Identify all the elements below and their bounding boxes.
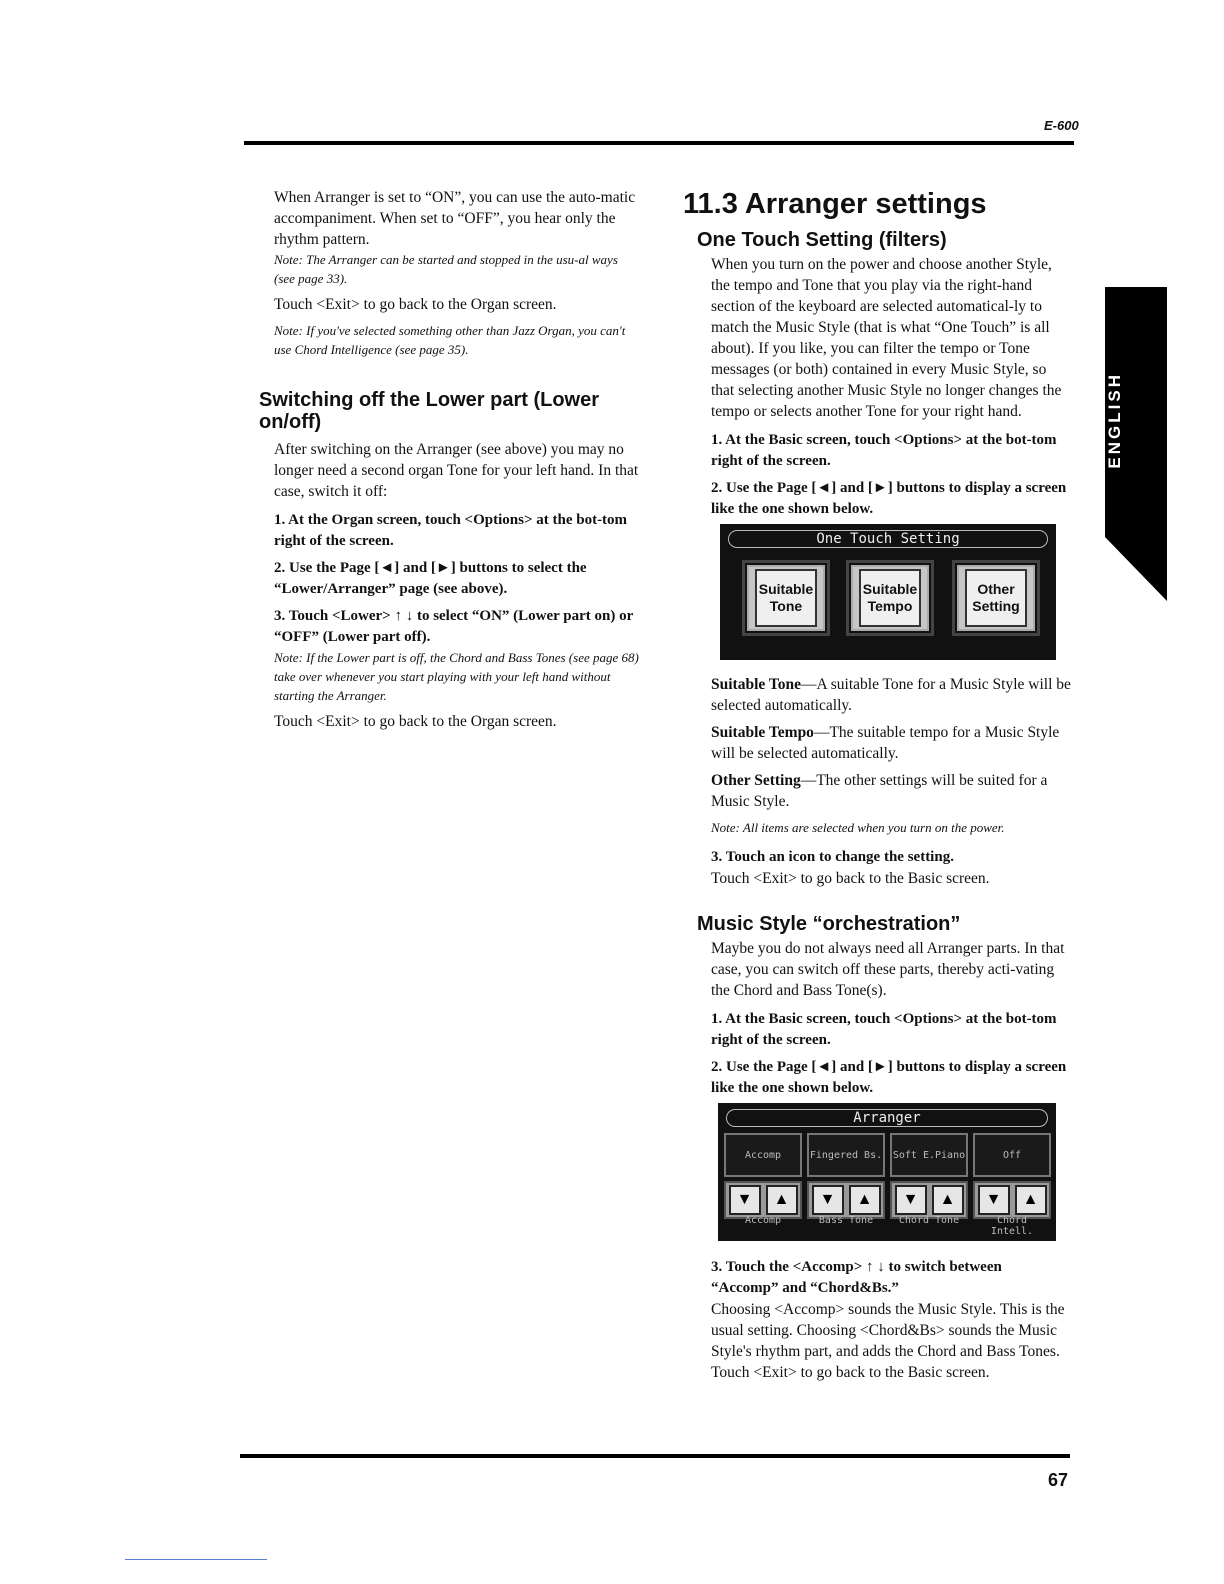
paragraph: Touch <Exit> to go back to the Basic screen. (711, 870, 990, 887)
paragraph: Touch <Exit> to go back to the Organ screen. (274, 713, 557, 730)
subsection-heading: Music Style “orchestration” (697, 913, 961, 935)
up-arrow-icon[interactable]: ▲ (932, 1185, 964, 1215)
accomp-value: Accomp (724, 1133, 802, 1177)
chord-intell-control (973, 1133, 1051, 1219)
down-arrow-icon[interactable]: ▼ (895, 1185, 927, 1215)
divider-line (125, 1559, 267, 1560)
model-name: E-600 (1044, 118, 1079, 133)
paragraph: Choosing <Accomp> sounds the Music Style. This is the usual setting. Choosing <Chord&Bs> sounds the Music Style's rhythm part, and adds the Chord and Bass Tones. (711, 1301, 1065, 1360)
arranger-screen (718, 1103, 1056, 1241)
step: 2. Use the Page [◄] and [►] buttons to display a screen like the one shown below. (711, 480, 1067, 517)
right-column (683, 187, 1073, 1383)
one-touch-screen (720, 524, 1056, 660)
suitable-tone-button[interactable]: Suitable Tone (742, 560, 830, 636)
definition: Other Setting—The other settings will be suited for a Music Style. (711, 772, 1048, 810)
up-arrow-icon[interactable]: ▲ (1015, 1185, 1047, 1215)
paragraph: Maybe you do not always need all Arranger parts. In that case, you can switch off these parts, thereby acti-vating the Chord and Bass Tone(s). (711, 940, 1065, 999)
paragraph: Touch <Exit> to go back to the Basic screen. (711, 1364, 990, 1381)
paragraph: When you turn on the power and choose another Style, the tempo and Tone that you play via the right-hand section of the keyboard are selected automatical-ly to match the Music Style (that is what “One Touch” is all about). If you like, you can filter the tempo or Tone messages (or both) contained in every Music Style, so that selecting another Music Style no longer changes the tempo or selects another Tone for your right hand. (711, 256, 1062, 420)
step: 3. Touch an icon to change the setting. (711, 849, 954, 865)
note: Note: All items are selected when you turn on the power. (711, 820, 1005, 835)
footer-rule (240, 1454, 1070, 1458)
note: Note: If you've selected something other than Jazz Organ, you can't use Chord Intelligence (see page 35). (274, 323, 626, 357)
definition: Suitable Tempo—The suitable tempo for a Music Style will be selected automatically. (711, 724, 1060, 762)
section-heading: Switching off the Lower part (Lower on/off) (259, 389, 599, 433)
language-label: ENGLISH (1105, 372, 1124, 469)
other-setting-button[interactable]: Other Setting (952, 560, 1040, 636)
down-arrow-icon[interactable]: ▼ (729, 1185, 761, 1215)
section-title: 11.3 Arranger settings (683, 188, 987, 220)
step: 2. Use the Page [◄] and [►] buttons to display a screen like the one shown below. (711, 1059, 1067, 1096)
language-tab (1105, 287, 1167, 537)
step: 1. At the Organ screen, touch <Options> at the bot-tom right of the screen. (274, 512, 628, 549)
step: 3. Touch the <Accomp> ↑ ↓ to switch between “Accomp” and “Chord&Bs.” (711, 1259, 1002, 1296)
up-arrow-icon[interactable]: ▲ (766, 1185, 798, 1215)
paragraph: When Arranger is set to “ON”, you can use the auto-matic accompaniment. When set to “OFF”, you hear only the rhythm pattern. (274, 189, 636, 248)
bass-tone-control (807, 1133, 885, 1219)
left-column (259, 187, 639, 732)
down-arrow-icon[interactable]: ▼ (978, 1185, 1010, 1215)
chord-tone-label: Chord Tone (898, 1215, 960, 1226)
bass-tone-value: Fingered Bs. (807, 1133, 885, 1177)
chord-tone-value: Soft E.Piano (890, 1133, 968, 1177)
step: 1. At the Basic screen, touch <Options> at the bot-tom right of the screen. (711, 1011, 1057, 1048)
chord-intell-value: Off (973, 1133, 1051, 1177)
screen-title: One Touch Setting (728, 530, 1048, 548)
page-number: 67 (1048, 1470, 1069, 1490)
accomp-control (724, 1133, 802, 1219)
step: 2. Use the Page [◄] and [►] buttons to select the “Lower/Arranger” page (see above). (274, 560, 587, 597)
down-arrow-icon[interactable]: ▼ (812, 1185, 844, 1215)
paragraph: Touch <Exit> to go back to the Organ screen. (274, 296, 557, 313)
language-tab-corner (1105, 537, 1167, 601)
note: Note: If the Lower part is off, the Chord and Bass Tones (see page 68) take over whenever you start playing with your left hand without starting the Arranger. (274, 650, 639, 703)
up-arrow-icon[interactable]: ▲ (849, 1185, 881, 1215)
chord-intell-label: Chord Intell. (990, 1215, 1034, 1237)
suitable-tempo-button[interactable]: Suitable Tempo (846, 560, 934, 636)
note: Note: The Arranger can be started and stopped in the usu-al ways (see page 33). (274, 252, 618, 286)
step: 1. At the Basic screen, touch <Options> at the bot-tom right of the screen. (711, 432, 1057, 469)
paragraph: After switching on the Arranger (see above) you may no longer need a second organ Tone for your left hand. In that case, switch it off: (274, 441, 639, 500)
header-rule (244, 141, 1074, 145)
screen-title: Arranger (726, 1109, 1048, 1127)
subsection-heading: One Touch Setting (filters) (697, 229, 947, 251)
chord-tone-control (890, 1133, 968, 1219)
step: 3. Touch <Lower> ↑ ↓ to select “ON” (Lower part on) or “OFF” (Lower part off). (274, 608, 634, 645)
accomp-label: Accomp (744, 1215, 782, 1226)
definition: Suitable Tone—A suitable Tone for a Music Style will be selected automatically. (711, 676, 1071, 714)
bass-tone-label: Bass Tone (818, 1215, 874, 1226)
